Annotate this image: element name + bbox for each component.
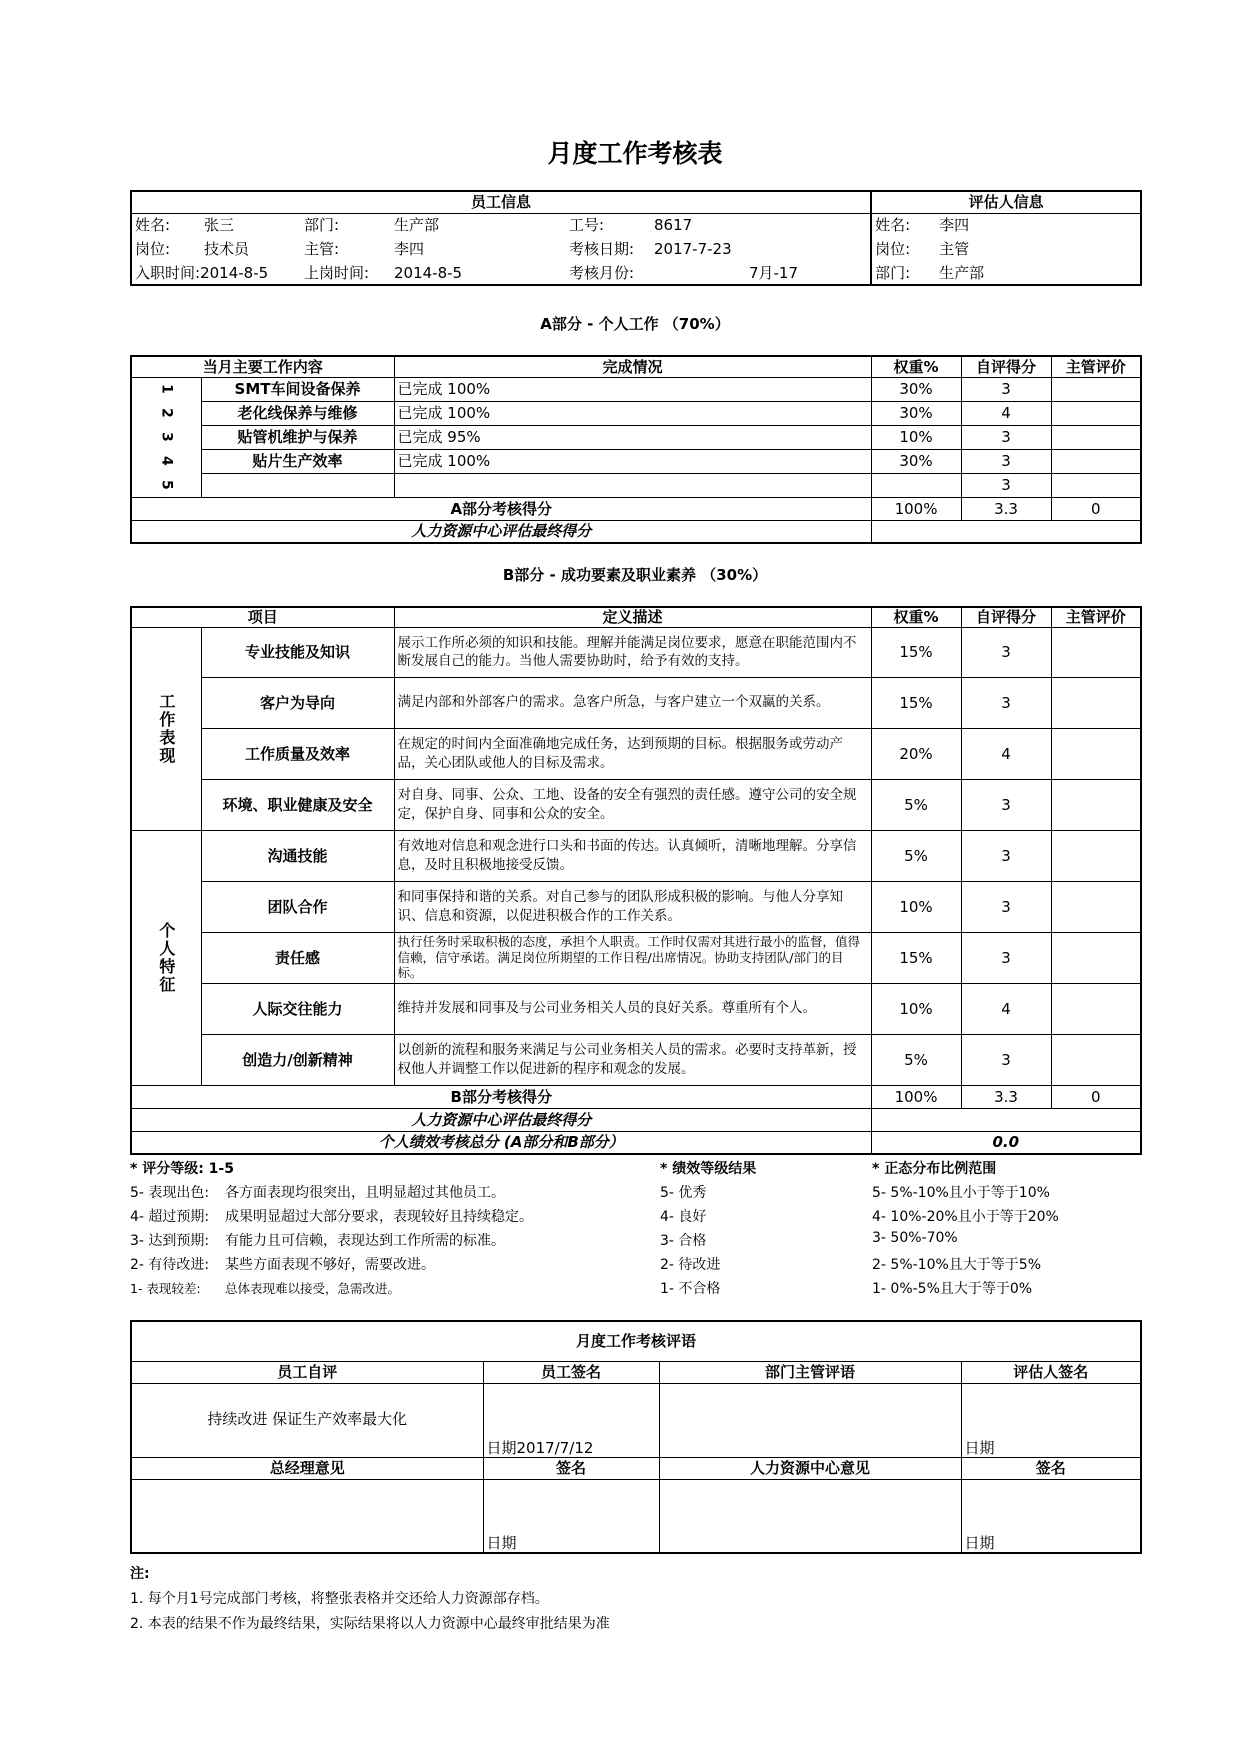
- dist-item: 5- 5%-10%且小于等于10%: [872, 1185, 1050, 1201]
- comments-title: 月度工作考核评语: [131, 1321, 1141, 1361]
- evaluator-name-label: 姓名:: [875, 216, 911, 235]
- part-a-row-sup: [1051, 449, 1141, 473]
- part-b-row-weight: 15%: [871, 627, 961, 677]
- self-comment-field[interactable]: 持续改进 保证生产效率最大化: [131, 1383, 483, 1457]
- part-b-row-weight: 15%: [871, 932, 961, 983]
- part-b-row-self: 3: [961, 779, 1051, 830]
- part-a-header-sup: 主管评价: [1051, 356, 1141, 377]
- part-b-row-desc: 展示工作所必须的知识和技能。理解并能满足岗位要求，愿意在职能范围内不断发展自己的能力。当他人需要协助时，给予有效的支持。: [394, 627, 871, 677]
- employee-supervisor: 李四: [394, 240, 425, 258]
- part-a-row-no: 5: [131, 473, 201, 497]
- hr-sign-date: 日期: [964, 1534, 995, 1552]
- part-b-row-item: 创造力/创新精神: [201, 1034, 394, 1085]
- employee-dept: 生产部: [394, 216, 440, 235]
- comments-header-eval-sign: 评估人签名: [961, 1361, 1141, 1383]
- part-b-row-weight: 10%: [871, 983, 961, 1034]
- part-b-hr-label: 人力资源中心评估最终得分: [131, 1108, 871, 1131]
- part-a-row-sup: [1051, 377, 1141, 401]
- grade-key: 1- 表现较差:: [130, 1281, 201, 1296]
- part-b-header-self: 自评得分: [961, 607, 1051, 627]
- part-a-row-status: [394, 473, 871, 497]
- gm-sign-date: 日期: [486, 1534, 517, 1552]
- dist-item: 1- 0%-5%且大于等于0%: [872, 1281, 1033, 1297]
- join-date: 2014-8-5: [200, 263, 269, 282]
- part-b-row-desc: 在规定的时间内全面准确地完成任务，达到预期的目标。根据服务或劳动产品，关心团队或他人的目标及需求。: [394, 728, 871, 779]
- dist-item: 2- 5%-10%且大于等于5%: [872, 1257, 1041, 1273]
- part-a-score-sup: 0: [1051, 497, 1141, 520]
- note-item: 1. 每个月1号完成部门考核，将整张表格并交还给人力资源部存档。: [130, 1591, 549, 1607]
- part-a-row-weight: 30%: [871, 401, 961, 425]
- part-a-header-content: 当月主要工作内容: [131, 356, 394, 377]
- part-b-row-item: 责任感: [201, 932, 394, 983]
- comments-header-hr-sign: 签名: [961, 1457, 1141, 1479]
- onboard-date: 2014-8-5: [394, 263, 463, 282]
- grade-desc: 成果明显超过大部分要求，表现较好且持续稳定。: [225, 1209, 533, 1225]
- part-b-row-self: 3: [961, 932, 1051, 983]
- join-date-cell: [131, 261, 301, 285]
- part-b-row-self: 3: [961, 881, 1051, 932]
- part-b-row-self: 3: [961, 627, 1051, 677]
- part-a-row-status: 已完成 100%: [394, 401, 871, 425]
- part-b-header-desc: 定义描述: [394, 607, 871, 627]
- part-a-row-self: 3: [961, 449, 1051, 473]
- part-b-row-sup: [1051, 779, 1141, 830]
- grade-desc: 总体表现难以接受，急需改进。: [225, 1281, 401, 1296]
- grade-key: 3- 达到预期:: [130, 1233, 210, 1249]
- part-b-row-desc: 维持并发展和同事及与公司业务相关人员的良好关系。尊重所有个人。: [394, 983, 871, 1034]
- part-a-row-weight: 30%: [871, 377, 961, 401]
- part-a-header-weight: 权重%: [871, 356, 961, 377]
- page-title: 月度工作考核表: [547, 139, 723, 168]
- part-a-row-item: SMT车间设备保养: [201, 377, 394, 401]
- evaluator-sign-date: 日期: [964, 1438, 995, 1457]
- grade-key: 5- 表现出色:: [130, 1185, 210, 1201]
- part-b-row-sup: [1051, 881, 1141, 932]
- grade-desc: 各方面表现均很突出，且明显超过其他员工。: [225, 1185, 505, 1201]
- part-b-score-self: 3.3: [961, 1085, 1051, 1108]
- part-b-row-weight: 10%: [871, 881, 961, 932]
- part-b-row-desc: 和同事保持和谐的关系。对自己参与的团队形成积极的影响。与他人分享知识、信息和资源，以促进积极合作的工作关系。: [394, 881, 871, 932]
- part-a-row-weight: 10%: [871, 425, 961, 449]
- part-b-row-weight: 5%: [871, 830, 961, 881]
- evaluator-position-label: 岗位:: [875, 240, 911, 258]
- result-item: 3- 合格: [660, 1233, 707, 1249]
- part-b-row-desc: 对自身、同事、公众、工地、设备的安全有强烈的责任感。遵守公司的安全规定，保护自身、同事和公众的安全。: [394, 779, 871, 830]
- comments-table: [130, 1320, 1142, 1554]
- part-a-row-item: 贴管机维护与保养: [201, 425, 394, 449]
- info-table: [130, 190, 1142, 286]
- part-b-row-item: 环境、职业健康及安全: [201, 779, 394, 830]
- join-label: 入职时间:: [135, 263, 201, 282]
- part-a-table: [130, 355, 1142, 544]
- name-label: 姓名:: [135, 216, 171, 235]
- part-b-row-item: 专业技能及知识: [201, 627, 394, 677]
- part-b-header-weight: 权重%: [871, 607, 961, 627]
- onboard-label: 上岗时间:: [304, 263, 370, 282]
- position-label: 岗位:: [135, 240, 171, 258]
- part-a-hr-value: [871, 520, 1141, 543]
- hr-signature-field[interactable]: [961, 1479, 1141, 1553]
- grade-desc: 有能力且可信赖，表现达到工作所需的标准。: [225, 1233, 505, 1249]
- part-a-row-sup: [1051, 401, 1141, 425]
- supervisor-label: 主管:: [304, 240, 340, 258]
- result-item: 5- 优秀: [660, 1185, 707, 1201]
- notes-title: 注:: [130, 1566, 150, 1582]
- part-b-row-sup: [1051, 830, 1141, 881]
- part-a-row-sup: [1051, 425, 1141, 449]
- part-a-row-no: 4: [131, 449, 201, 473]
- total-score-label: 个人绩效考核总分 (A部分和B部分）: [131, 1131, 871, 1154]
- part-a-row-weight: [871, 473, 961, 497]
- part-b-header-sup: 主管评价: [1051, 607, 1141, 627]
- grade-key: 4- 超过预期:: [130, 1209, 210, 1225]
- part-b-row-sup: [1051, 983, 1141, 1034]
- part-b-header-item: 项目: [131, 607, 394, 627]
- gm-signature-field[interactable]: [483, 1479, 659, 1553]
- part-b-row-self: 4: [961, 728, 1051, 779]
- part-a-row-self: 3: [961, 425, 1051, 449]
- grade-desc: 某些方面表现不够好，需要改进。: [225, 1257, 435, 1273]
- note-item: 2. 本表的结果不作为最终结果，实际结果将以人力资源中心最终审批结果为准: [130, 1616, 610, 1632]
- part-a-score-self: 3.3: [961, 497, 1051, 520]
- evaluator-signature-field[interactable]: [961, 1383, 1141, 1457]
- result-item: 2- 待改进: [660, 1257, 721, 1273]
- part-a-row-status: 已完成 95%: [394, 425, 871, 449]
- part-a-row-item: 贴片生产效率: [201, 449, 394, 473]
- comments-header-gm: 总经理意见: [131, 1457, 483, 1479]
- part-a-row-no: 1: [131, 377, 201, 401]
- part-b-row-item: 人际交往能力: [201, 983, 394, 1034]
- comments-header-dept: 部门主管评语: [659, 1361, 961, 1383]
- part-a-header-self: 自评得分: [961, 356, 1051, 377]
- part-b-title: B部分 - 成功要素及职业素养 （30%）: [502, 566, 768, 584]
- part-a-title: A部分 - 个人工作 （70%）: [540, 315, 730, 333]
- dept-label: 部门:: [304, 216, 340, 235]
- result-item: 1- 不合格: [660, 1281, 721, 1297]
- employee-info-header: 员工信息: [131, 191, 871, 213]
- employee-id: 8617: [654, 216, 693, 235]
- part-a-row-item: [201, 473, 394, 497]
- review-date-label: 考核日期:: [569, 240, 635, 258]
- part-b-row-desc: 满足内部和外部客户的需求。急客户所急，与客户建立一个双赢的关系。: [394, 677, 871, 728]
- id-label: 工号:: [569, 216, 605, 235]
- part-b-row-sup: [1051, 1034, 1141, 1085]
- evaluator-name: 李四: [939, 216, 970, 235]
- group-work-performance: 工作表现: [131, 627, 201, 830]
- dept-comment-field[interactable]: [659, 1383, 961, 1457]
- part-a-row-self: 3: [961, 377, 1051, 401]
- part-b-row-weight: 20%: [871, 728, 961, 779]
- part-a-row-self: 3: [961, 473, 1051, 497]
- part-a-header-status: 完成情况: [394, 356, 871, 377]
- grade-title: * 评分等级: 1-5: [130, 1161, 234, 1177]
- result-item: 4- 良好: [660, 1209, 707, 1225]
- part-b-row-self: 3: [961, 677, 1051, 728]
- comments-header-self: 员工自评: [131, 1361, 483, 1383]
- evaluator-dept-label: 部门:: [875, 263, 911, 282]
- part-a-hr-label: 人力资源中心评估最终得分: [131, 520, 871, 543]
- part-b-row-item: 沟通技能: [201, 830, 394, 881]
- part-b-table: [130, 606, 1142, 1155]
- part-a-row-sup: [1051, 473, 1141, 497]
- part-b-row-desc: 以创新的流程和服务来满足与公司业务相关人员的需求。必要时支持革新，授权他人并调整工作以促进新的程序和观念的发展。: [394, 1034, 871, 1085]
- part-b-row-self: 4: [961, 983, 1051, 1034]
- part-a-row-no: 3: [131, 425, 201, 449]
- employee-sign-date: 日期2017/7/12: [486, 1438, 594, 1457]
- part-a-score-label: A部分考核得分: [131, 497, 871, 520]
- gm-comment-field[interactable]: [131, 1479, 483, 1553]
- part-a-score-weight: 100%: [871, 497, 961, 520]
- part-b-row-weight: 5%: [871, 1034, 961, 1085]
- part-b-hr-value: [871, 1108, 1141, 1131]
- dist-item: 3- 50%-70%: [872, 1230, 958, 1246]
- comments-header-gm-sign: 签名: [483, 1457, 659, 1479]
- grade-key: 2- 有待改进:: [130, 1257, 210, 1273]
- part-b-row-sup: [1051, 728, 1141, 779]
- review-date: 2017-7-23: [654, 240, 732, 258]
- employee-position: 技术员: [204, 240, 250, 258]
- part-a-row-status: 已完成 100%: [394, 377, 871, 401]
- total-score-value: 0.0: [871, 1131, 1141, 1154]
- dist-title: * 正态分布比例范围: [872, 1161, 997, 1177]
- part-b-row-self: 3: [961, 830, 1051, 881]
- part-b-score-label: B部分考核得分: [131, 1085, 871, 1108]
- part-a-row-weight: 30%: [871, 449, 961, 473]
- review-month: 7月-17: [748, 263, 798, 282]
- part-b-row-item: 团队合作: [201, 881, 394, 932]
- comments-header-hr: 人力资源中心意见: [659, 1457, 961, 1479]
- part-a-row-item: 老化线保养与维修: [201, 401, 394, 425]
- comments-header-emp-sign: 员工签名: [483, 1361, 659, 1383]
- result-title: * 绩效等级结果: [660, 1161, 757, 1177]
- review-month-label: 考核月份:: [569, 263, 635, 282]
- evaluator-dept: 生产部: [939, 263, 985, 282]
- part-b-row-desc: 执行任务时采取积极的态度，承担个人职责。工作时仅需对其进行最小的监督，值得信赖，信守承诺。满足岗位所期望的工作日程/出席情况。协助支持团队/部门的目标。: [394, 932, 871, 983]
- part-a-row-status: 已完成 100%: [394, 449, 871, 473]
- part-b-row-item: 客户为导向: [201, 677, 394, 728]
- group-personal-traits: 个人特征: [131, 830, 201, 1085]
- part-b-row-desc: 有效地对信息和观念进行口头和书面的传达。认真倾听，清晰地理解。分享信息，及时且积极地接受反馈。: [394, 830, 871, 881]
- part-b-score-sup: 0: [1051, 1085, 1141, 1108]
- part-b-row-sup: [1051, 627, 1141, 677]
- part-b-row-sup: [1051, 677, 1141, 728]
- part-b-row-item: 工作质量及效率: [201, 728, 394, 779]
- part-b-row-weight: 5%: [871, 779, 961, 830]
- part-b-score-weight: 100%: [871, 1085, 961, 1108]
- part-b-row-weight: 15%: [871, 677, 961, 728]
- dist-item: 4- 10%-20%且小于等于20%: [872, 1209, 1059, 1225]
- evaluator-info-header: 评估人信息: [871, 191, 1141, 213]
- part-b-row-self: 3: [961, 1034, 1051, 1085]
- hr-comment-field[interactable]: [659, 1479, 961, 1553]
- part-b-row-sup: [1051, 932, 1141, 983]
- employee-name: 张三: [204, 216, 235, 235]
- evaluator-position: 主管: [939, 240, 970, 258]
- part-a-row-no: 2: [131, 401, 201, 425]
- employee-signature-field[interactable]: [483, 1383, 659, 1457]
- part-a-row-self: 4: [961, 401, 1051, 425]
